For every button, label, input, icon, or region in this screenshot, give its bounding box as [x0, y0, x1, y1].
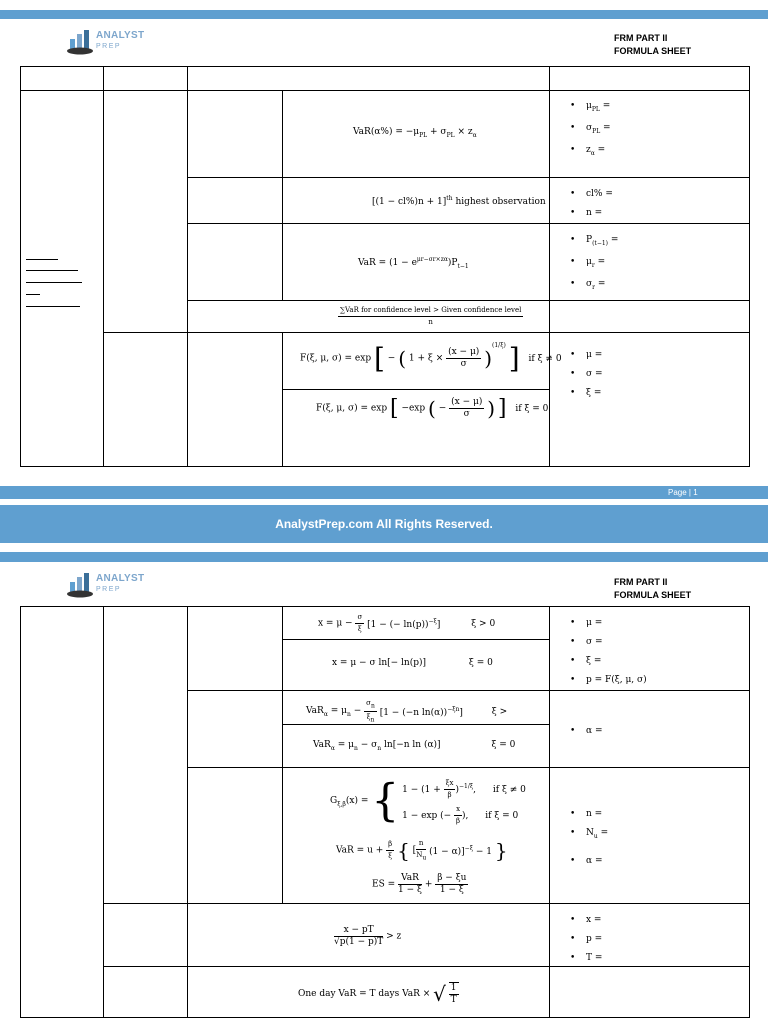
footer-thin-band	[0, 486, 768, 499]
gpd-formula: $G_{\xi,\beta}(x)$ = { 1 − (1 + $\frac{\xi x}{\beta}$ )$^{-1/\xi}$, if ξ ≠ 0 1 − exp (− $\frac{x}{\beta}$ ), if ξ = 0	[330, 775, 526, 827]
list-item: • $\mu_{PL}$ =	[570, 101, 611, 113]
copyright-text: AnalystPrep.com All Rights Reserved.	[275, 517, 493, 531]
historical-var-formula: $[(1 - cl\%)n + 1]^{th}$ highest observation	[372, 195, 546, 207]
gev-formula-1: F(ξ, μ, σ) = exp [ − ( 1 + ξ × $\frac{(x - \mu)}{\sigma}$ )$^{(1/\xi)}$ ] if ξ ≠ 0	[300, 342, 562, 375]
list-item: • n =	[570, 809, 603, 819]
top-band-2	[0, 552, 768, 562]
bullet-list	[570, 231, 618, 296]
list-item: • p =	[570, 934, 603, 944]
gev-quantile-formula-2: x = μ − σ ln[− ln(p)] ξ = 0	[332, 658, 493, 668]
pot-var-formula: VaR = u + $\frac{\beta}{\xi}$ { [ $\frac{n}{N_u}$ (1 − α)]$^{-\xi}$ − 1 }	[336, 838, 508, 863]
var-normal-formula: $VaR(\alpha\%) = -\mu_{PL} + \sigma_{PL} \times z_\alpha$	[353, 127, 477, 139]
page-title-2: FRM PART II FORMULA SHEET	[614, 577, 692, 600]
gev-formula-2: F(ξ, μ, σ) = exp [ −exp ( − $\frac{(x - \mu)}{\sigma}$ ) ] if ξ = 0	[316, 396, 549, 421]
list-item: • $P_{(t-1)}$ =	[570, 235, 619, 247]
bullet-list	[570, 97, 611, 162]
list-item: cl% =	[586, 189, 613, 199]
average-var-formula: $\frac{\text{∑VaR for confidence level > Given confidence level}}{n}$	[340, 306, 522, 326]
list-item: • σ =	[570, 369, 603, 379]
list-item: • $N_u$ =	[570, 828, 609, 840]
logo-2: ANALYST PREP	[66, 570, 156, 602]
list-item: • $\sigma_r$ =	[570, 278, 606, 291]
bullet-list	[570, 346, 603, 403]
list-item: • α =	[570, 856, 603, 866]
list-item: • α =	[570, 726, 603, 736]
list-item: • σ =	[570, 637, 603, 647]
logo-bars-icon	[66, 570, 96, 598]
logo-word: ANALYST	[96, 30, 145, 41]
gev-quantile-formula-1: x = μ − $\frac{\sigma}{\xi}$ [1 − (− ln(p))$^{-\xi}$] ξ > 0	[318, 613, 496, 633]
pot-es-formula: ES = $\frac{\text{VaR}}{1 - \xi}$ + $\frac{\beta - \xi u}{1 - \xi}$	[372, 873, 467, 895]
bullet-list	[570, 722, 602, 741]
bullet-list	[570, 805, 608, 846]
lognormal-var-formula: VaR = $(1 - e^{\mu r-\sigma r\times z\alpha})P_{t-1}$	[358, 256, 469, 270]
list-item: • ξ =	[570, 388, 602, 398]
list-item: n =	[586, 208, 603, 218]
var-scaling-formula: One day VaR = T days VaR × √ $\frac{1}{T}$	[298, 982, 457, 1006]
bullet-list	[570, 185, 613, 223]
table-border-2	[20, 606, 749, 607]
list-item: • $z_\alpha$ =	[570, 144, 606, 157]
logo	[66, 27, 156, 59]
var-extreme-formula-2: $VaR_\alpha = \mu_n - \sigma_n$ ln[−n ln (α)] ξ = 0	[313, 740, 516, 752]
kupiec-test-formula: $\frac{x - pT}{√p(1 - p)T}$ > z	[334, 925, 402, 947]
logo-bars-icon	[66, 27, 96, 55]
bullet-list	[570, 614, 647, 690]
table-border	[20, 66, 749, 67]
bullet-list	[570, 911, 602, 968]
logo-sub: PREP	[96, 43, 122, 50]
list-item: • p = F(ξ, μ, σ)	[570, 675, 647, 685]
page-title: FRM PART II FORMULA SHEET	[614, 33, 692, 56]
placeholder-lines	[26, 259, 58, 260]
list-item: • μ =	[570, 350, 603, 360]
list-item: • x =	[570, 915, 602, 925]
list-item: • ξ =	[570, 656, 602, 666]
page-number: Page | 1	[668, 488, 698, 497]
list-item: • μ =	[570, 618, 603, 628]
var-extreme-formula-1: $VaR_\alpha = \mu_n$ − $\frac{\sigma_n}{\xi_n}$ [1 − (−n ln(α))$^{-\xi n}$] ξ >	[306, 699, 508, 724]
list-item: • $\sigma_{PL}$ =	[570, 122, 611, 135]
bullet-list	[570, 852, 602, 871]
list-item: • T =	[570, 953, 603, 963]
list-item: • $\mu_r$ =	[570, 256, 606, 269]
top-band	[0, 10, 768, 19]
